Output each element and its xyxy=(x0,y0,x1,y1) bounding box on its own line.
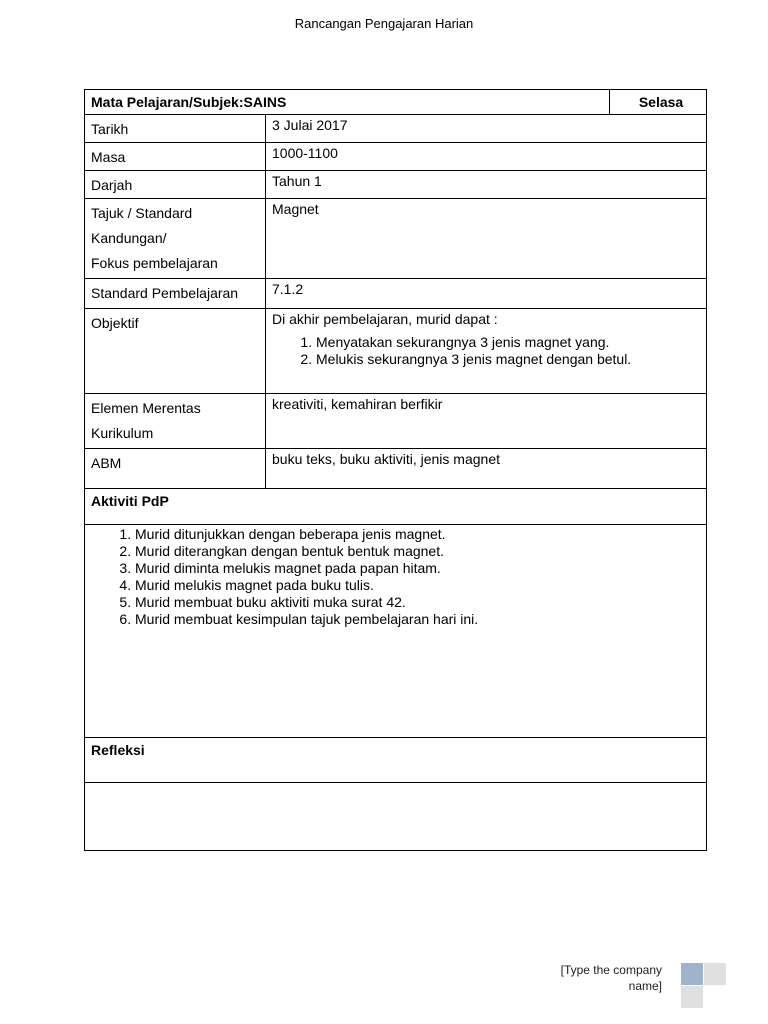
tajuk-value: Magnet xyxy=(266,199,707,279)
objektif-intro: Di akhir pembelajaran, murid dapat : xyxy=(272,311,498,327)
row-standard xyxy=(85,279,707,309)
row-aktiviti-body xyxy=(85,525,707,738)
aktiviti-item: 1. Murid ditunjukkan dengan beberapa jenis magnet. xyxy=(135,526,706,543)
objektif-item: 1. Menyatakan sekurangnya 3 jenis magnet yang. xyxy=(316,334,706,351)
footer-decor-square xyxy=(681,986,703,1008)
objektif-list xyxy=(272,334,706,368)
page-header-title: Rancangan Pengajaran Harian xyxy=(294,16,474,31)
aktiviti-item: 2. Murid diterangkan dengan bentuk bentuk magnet. xyxy=(135,543,706,560)
tajuk-label-line: Kandungan/ xyxy=(91,230,167,246)
tajuk-label-line: Fokus pembelajaran xyxy=(91,255,218,271)
aktiviti-list xyxy=(91,526,706,628)
refleksi-title: Refleksi xyxy=(85,738,707,783)
standard-label: Standard Pembelajaran xyxy=(85,279,266,309)
tajuk-label xyxy=(85,199,266,279)
darjah-value: Tahun 1 xyxy=(266,171,707,199)
tajuk-label-line: Tajuk / Standard xyxy=(91,205,193,221)
tarikh-label: Tarikh xyxy=(85,115,266,143)
row-tajuk xyxy=(85,199,707,279)
abm-value: buku teks, buku aktiviti, jenis magnet xyxy=(266,449,707,489)
standard-value: 7.1.2 xyxy=(266,279,707,309)
row-aktiviti-title xyxy=(85,489,707,525)
elemen-value: kreativiti, kemahiran berfikir xyxy=(266,394,707,449)
objektif-label: Objektif xyxy=(85,309,266,394)
aktiviti-item: 3. Murid diminta melukis magnet pada papan hitam. xyxy=(135,560,706,577)
tarikh-value: 3 Julai 2017 xyxy=(266,115,707,143)
masa-value: 1000-1100 xyxy=(266,143,707,171)
row-tarikh xyxy=(85,115,707,143)
row-darjah xyxy=(85,171,707,199)
row-refleksi-title xyxy=(85,738,707,783)
darjah-label: Darjah xyxy=(85,171,266,199)
row-elemen xyxy=(85,394,707,449)
objektif-value xyxy=(266,309,707,394)
elemen-label-line: Elemen Merentas xyxy=(91,400,201,416)
aktiviti-item: 5. Murid membuat buku aktiviti muka surat 42. xyxy=(135,594,706,611)
subject-label: Mata Pelajaran/Subjek:SAINS xyxy=(85,90,610,115)
aktiviti-item: 6. Murid membuat kesimpulan tajuk pembelajaran hari ini. xyxy=(135,611,706,628)
footer-decor-square xyxy=(704,963,726,985)
row-objektif xyxy=(85,309,707,394)
subject-row xyxy=(85,90,707,115)
aktiviti-body xyxy=(85,525,707,738)
company-line: name] xyxy=(628,979,662,993)
abm-label: ABM xyxy=(85,449,266,489)
lesson-plan-table xyxy=(84,89,707,851)
aktiviti-item: 4. Murid melukis magnet pada buku tulis. xyxy=(135,577,706,594)
aktiviti-title: Aktiviti PdP xyxy=(85,489,707,525)
elemen-label-line: Kurikulum xyxy=(91,425,154,441)
refleksi-body xyxy=(85,783,707,851)
row-refleksi-body xyxy=(85,783,707,851)
company-line: [Type the company xyxy=(560,963,662,977)
objektif-item: 2. Melukis sekurangnya 3 jenis magnet dengan betul. xyxy=(316,351,706,368)
footer-company-name xyxy=(540,962,662,994)
row-abm xyxy=(85,449,707,489)
footer-decor-square xyxy=(681,963,703,985)
elemen-label xyxy=(85,394,266,449)
day-label: Selasa xyxy=(610,90,707,115)
row-masa xyxy=(85,143,707,171)
masa-label: Masa xyxy=(85,143,266,171)
